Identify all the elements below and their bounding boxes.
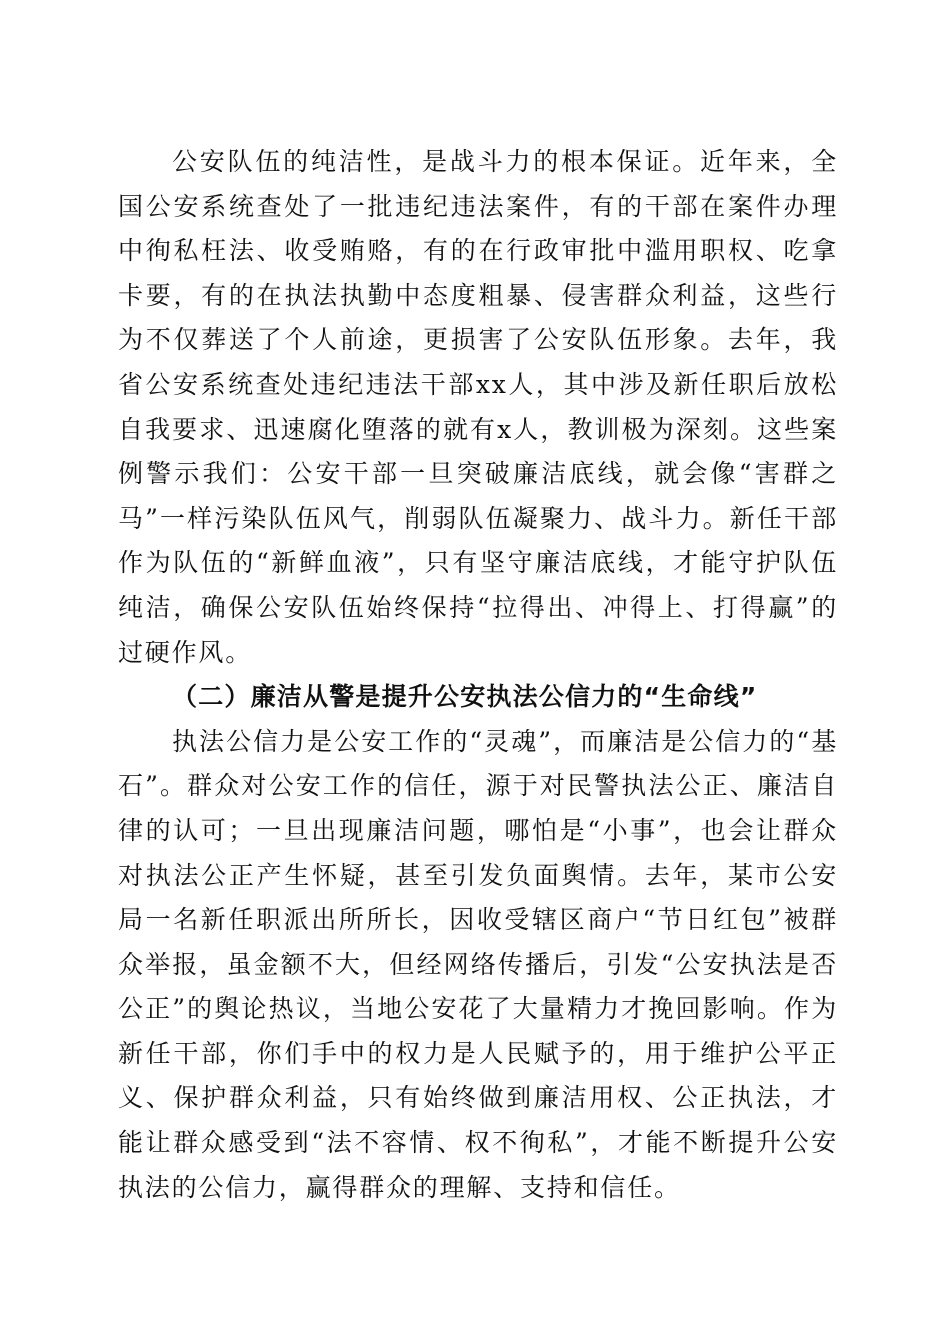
section-heading-credibility: （二）廉洁从警是提升公安执法公信力的“生命线” bbox=[172, 682, 758, 712]
paragraph-law-enforcement-credibility: 执法公信力是公安工作的“灵魂”，而廉洁是公信力的“基石”。群众对公安工作的信任，源于对民警执法公正、廉洁自律的认可；一旦出现廉洁问题，哪怕是“小事”，也会让群众对执法公正产生怀疑，甚至引发负面舆情。去年，某市公安局一名新任职派出所所长，因收受辖区商户“节日红包”被群众举报，虽金额不大，但经网络传播后，引发“公安执法是否公正”的舆论热议，当地公安花了大量精力才挽回影响。作为新任干部，你们手中的权力是人民赋予的，用于维护公平正义、保护群众利益，只有始终做到廉洁用权、公正执法，才能让群众感受到“法不容情、权不徇私”，才能不断提升公安执法的公信力，赢得群众的理解、支持和信任。 bbox=[118, 726, 838, 1202]
document-body bbox=[118, 140, 838, 1210]
paragraph-team-purity: 公安队伍的纯洁性，是战斗力的根本保证。近年来，全国公安系统查处了一批违纪违法案件，有的干部在案件办理中徇私枉法、收受贿赂，有的在行政审批中滥用职权、吃拿卡要，有的在执法执勤中态度粗暴、侵害群众利益，这些行为不仅葬送了个人前途，更损害了公安队伍形象。去年，我省公安系统查处违纪违法干部xx人，其中涉及新任职后放松自我要求、迅速腐化堕落的就有x人，教训极为深刻。这些案例警示我们：公安干部一旦突破廉洁底线，就会像“害群之马”一样污染队伍风气，削弱队伍凝聚力、战斗力。新任干部作为队伍的“新鲜血液”，只有坚守廉洁底线，才能守护队伍纯洁，确保公安队伍始终保持“拉得出、冲得上、打得赢”的过硬作风。 bbox=[118, 147, 838, 667]
